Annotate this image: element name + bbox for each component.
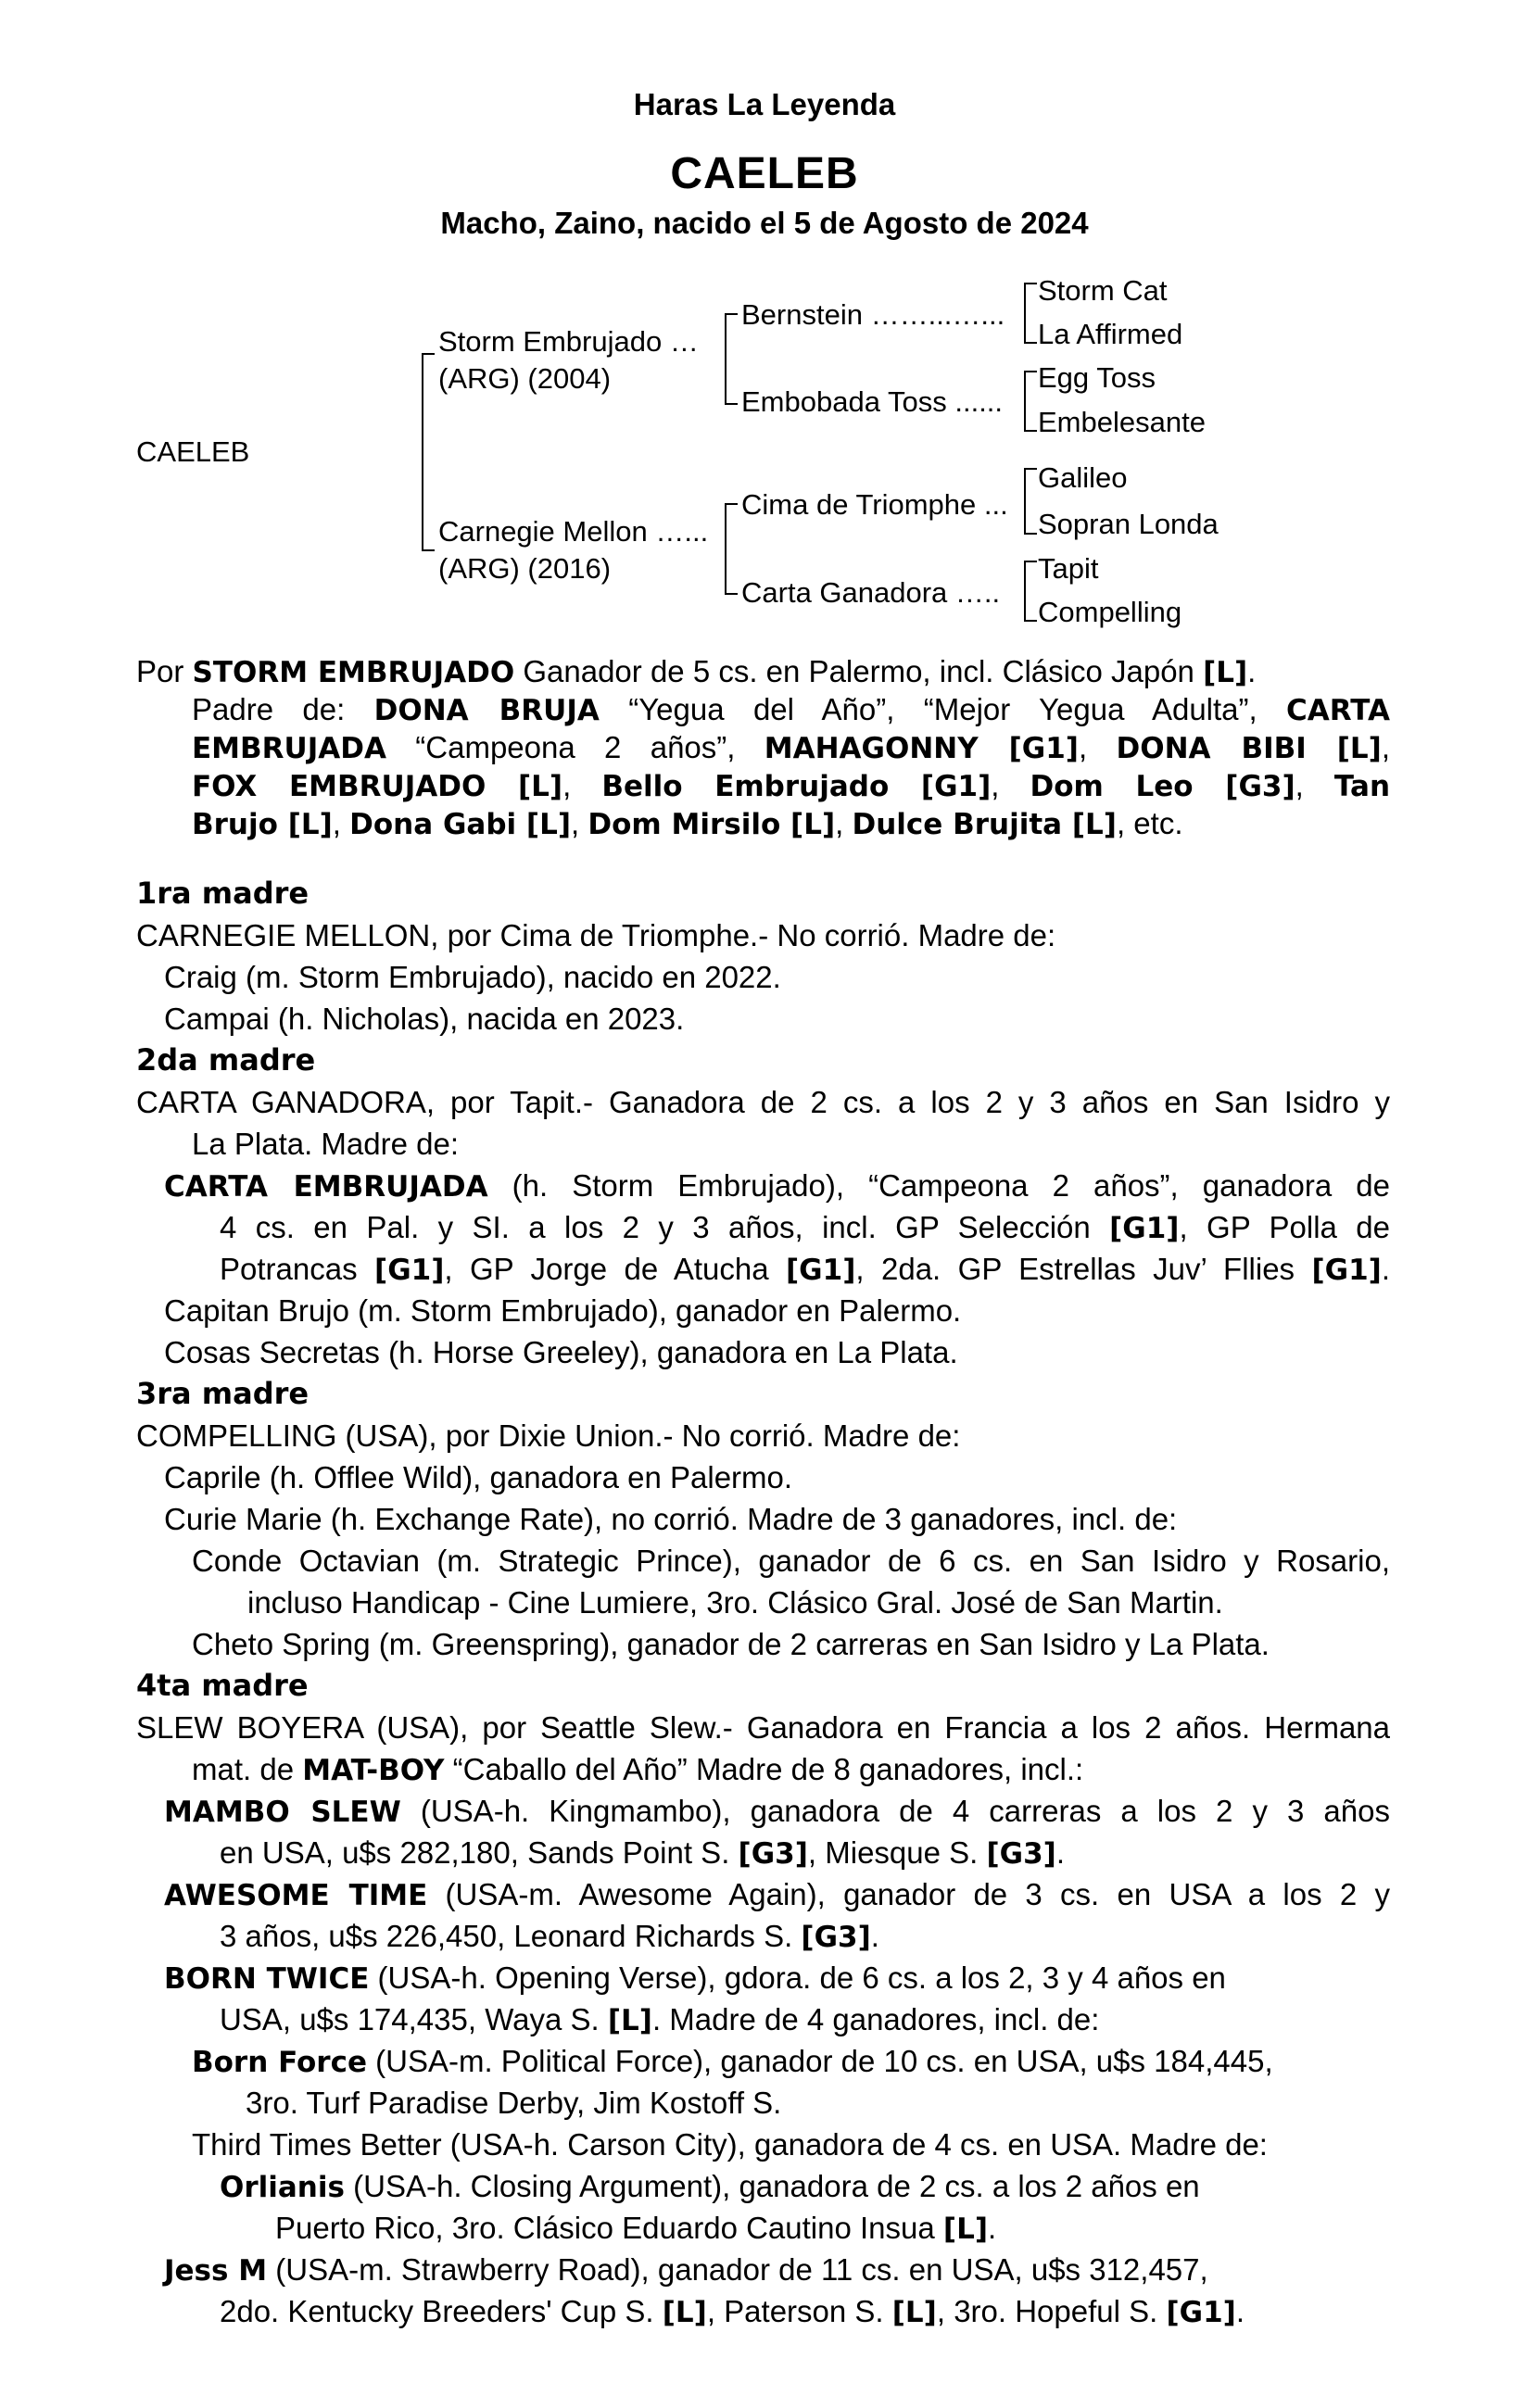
pedigree-gen3-4: Embelesante — [1038, 406, 1206, 438]
produce-line — [247, 1582, 1223, 1623]
text-run: Third Times Better (USA-h. Carson City), ganadora de 4 cs. en USA. Madre de: — [192, 2127, 1268, 2162]
dam-line — [192, 1123, 459, 1165]
text-run: . — [870, 1919, 879, 1953]
pedigree-gen3-2: La Affirmed — [1038, 318, 1183, 350]
produce-line — [192, 2040, 1273, 2084]
text-run: , GP Jorge de Atucha — [444, 1252, 787, 1286]
text-run: SLEW BOYERA (USA), por Seattle Slew.- Ganadora en Francia a los 2 años. Hermana — [136, 1710, 1390, 1745]
sire-line — [192, 802, 1390, 846]
produce-line — [164, 1165, 1390, 1208]
text-run: Por — [136, 654, 193, 688]
text-run: . — [1381, 1252, 1391, 1286]
bold-name: DONA BIBI [L] — [1116, 732, 1382, 765]
text-run: en USA, u$s 282,180, Sands Point S. — [220, 1835, 739, 1870]
text-run: Potrancas — [220, 1252, 375, 1286]
dam-line — [136, 1081, 1390, 1123]
text-run: (USA-m. Political Force), ganador de 10 cs. en USA, u$s 184,445, — [366, 2044, 1273, 2078]
produce-line — [220, 1832, 1065, 1875]
sire-line — [136, 650, 1390, 694]
bracket-dam-parents — [725, 503, 738, 595]
produce-line — [220, 1998, 1099, 2042]
text-run: 4 cs. en Pal. y SI. a los 2 y 3 años, incl. GP Selección — [220, 1210, 1110, 1244]
dam-line — [136, 1415, 960, 1456]
produce-line — [164, 1331, 958, 1373]
text-run: 3ro. Turf Paradise Derby, Jim Kostoff S. — [246, 2086, 782, 2120]
bold-name: [G1] — [1311, 1254, 1382, 1287]
text-run: . — [1055, 1835, 1066, 1870]
pedigree-sire: Storm Embrujado … — [438, 325, 699, 358]
bracket-gen3-2 — [1024, 371, 1037, 432]
text-run: Ganador de 5 cs. en Palermo, incl. Clásico Japón — [514, 654, 1204, 688]
text-run: , — [571, 806, 588, 840]
bracket-sire-parents — [725, 313, 738, 405]
bold-name: Born Force — [192, 2046, 367, 2079]
bold-name: EMBRUJADA — [192, 732, 386, 765]
text-run: “Caballo del Año” Madre de 8 ganadores, incl.: — [444, 1752, 1084, 1786]
produce-line — [164, 1873, 1390, 1917]
produce-line — [192, 2124, 1268, 2165]
text-run: , — [1078, 730, 1117, 764]
text-run: (h. Storm Embrujado), “Campeona 2 años”, ganadora de — [487, 1168, 1390, 1203]
bold-name: Dom Mirsilo [L] — [588, 808, 836, 841]
produce-line — [164, 998, 684, 1040]
section-heading: 2da madre — [136, 1042, 316, 1078]
produce-line — [164, 1498, 1177, 1540]
produce-line — [164, 1957, 1226, 2000]
text-run: , Paterson S. — [706, 2294, 892, 2328]
text-run: Curie Marie (h. Exchange Rate), no corrió. Madre de 3 ganadores, incl. de: — [164, 1502, 1178, 1536]
text-run: “Campeona 2 años”, — [385, 730, 764, 764]
bold-name: Jess M — [164, 2254, 268, 2288]
text-run: Craig (m. Storm Embrujado), nacido en 2022. — [164, 960, 781, 994]
bracket-gen3-4 — [1024, 561, 1037, 622]
bold-name: [G3] — [738, 1837, 808, 1871]
pedigree-gen3-3: Egg Toss — [1038, 361, 1156, 394]
text-run: , — [991, 768, 1030, 802]
pedigree-gen3-5: Galileo — [1038, 461, 1128, 494]
text-run: . — [1247, 654, 1257, 688]
bold-name: CARTA EMBRUJADA — [164, 1170, 488, 1204]
pedigree-sire-sire: Bernstein ……...…... — [741, 298, 1005, 331]
pedigree-gen3-8: Compelling — [1038, 596, 1182, 628]
dam-line — [136, 914, 1055, 956]
produce-line — [164, 1790, 1390, 1834]
bold-name: FOX EMBRUJADO [L] — [192, 770, 563, 803]
bold-name: Dom Leo [G3] — [1030, 770, 1295, 803]
text-run: (USA-h. Opening Verse), gdora. de 6 cs. a los 2, 3 y 4 años en — [369, 1960, 1226, 1995]
text-run: , — [835, 806, 853, 840]
bold-name: [L] — [942, 2213, 988, 2246]
produce-line — [275, 2207, 996, 2250]
bold-name: [G1] — [1166, 2296, 1236, 2329]
text-run: Capitan Brujo (m. Storm Embrujado), ganador en Palermo. — [164, 1293, 962, 1328]
produce-line — [192, 1540, 1390, 1582]
pedigree-dam-sire: Cima de Triomphe ... — [741, 488, 1008, 521]
bold-name: [G3] — [986, 1837, 1056, 1871]
produce-line — [164, 956, 781, 998]
pedigree-dam-dam: Carta Ganadora ….. — [741, 576, 1001, 609]
bold-name: [L] — [607, 2004, 652, 2037]
bold-name: [G1] — [374, 1254, 445, 1287]
text-run: 3 años, u$s 226,450, Leonard Richards S. — [220, 1919, 802, 1953]
bold-name: DONA BRUJA — [373, 694, 600, 727]
dam-line — [136, 1707, 1390, 1748]
bold-name: MAHAGONNY [G1] — [764, 732, 1079, 765]
text-run: CARNEGIE MELLON, por Cima de Triomphe.- No corrió. Madre de: — [136, 918, 1056, 952]
text-run: , GP Polla de — [1179, 1210, 1390, 1244]
text-run: COMPELLING (USA), por Dixie Union.- No corrió. Madre de: — [136, 1418, 961, 1453]
text-run: Puerto Rico, 3ro. Clásico Eduardo Cautino Insua — [275, 2211, 943, 2245]
bold-name: MAMBO SLEW — [164, 1796, 401, 1829]
text-run: , Miesque S. — [807, 1835, 987, 1870]
section-heading: 1ra madre — [136, 876, 310, 911]
bold-name: [G1] — [786, 1254, 856, 1287]
text-run: , 3ro. Hopeful S. — [936, 2294, 1167, 2328]
bold-name: [L] — [891, 2296, 937, 2329]
sire-line — [192, 726, 1390, 770]
section-heading: 4ta madre — [136, 1668, 309, 1703]
text-run: “Yegua del Año”, “Mejor Yegua Adulta”, — [599, 692, 1287, 726]
text-run: . — [1235, 2294, 1245, 2328]
bold-name: [G1] — [1109, 1212, 1180, 1245]
sire-line — [192, 688, 1390, 732]
horse-name-title: CAELEB — [670, 149, 859, 198]
produce-line — [246, 2082, 781, 2124]
text-run: Campai (h. Nicholas), nacida en 2023. — [164, 1002, 685, 1036]
produce-line — [220, 2165, 1200, 2209]
text-run: , — [562, 768, 602, 802]
pedigree-dam-origin: (ARG) (2016) — [438, 552, 612, 585]
bracket-gen3-3 — [1024, 468, 1037, 535]
text-run: incluso Handicap - Cine Lumiere, 3ro. Clásico Gral. José de San Martin. — [247, 1585, 1223, 1620]
section-heading: 3ra madre — [136, 1376, 310, 1411]
text-run: , etc. — [1116, 806, 1183, 840]
text-run: USA, u$s 174,435, Waya S. — [220, 2002, 608, 2036]
produce-line — [164, 2249, 1208, 2292]
bold-name: [L] — [1203, 656, 1248, 689]
bracket-parents — [422, 353, 435, 551]
text-run: Cosas Secretas (h. Horse Greeley), ganadora en La Plata. — [164, 1335, 958, 1369]
text-run: , — [332, 806, 350, 840]
text-run: (USA-m. Awesome Again), ganador de 3 cs. en USA a los 2 y — [427, 1877, 1391, 1911]
text-run: (USA-h. Kingmambo), ganadora de 4 carreras a los 2 y 3 años — [400, 1794, 1390, 1828]
bold-name: STORM EMBRUJADO — [192, 656, 515, 689]
text-run: , — [1295, 768, 1334, 802]
produce-line — [220, 2290, 1245, 2334]
bold-name: [G3] — [801, 1921, 871, 1954]
text-run: , — [1381, 730, 1390, 764]
text-run: CARTA GANADORA, por Tapit.- Ganadora de 2 cs. a los 2 y 3 años en San Isidro y — [136, 1085, 1390, 1119]
bold-name: Orlianis — [220, 2171, 345, 2204]
horse-subtitle: Macho, Zaino, nacido el 5 de Agosto de 2024 — [440, 206, 1089, 240]
pedigree-sire-origin: (ARG) (2004) — [438, 362, 612, 395]
stud-name: Haras La Leyenda — [633, 87, 896, 121]
pedigree-gen3-6: Sopran Londa — [1038, 508, 1219, 540]
text-run: . Madre de 4 ganadores, incl. de: — [651, 2002, 1100, 2036]
pedigree-sire-dam: Embobada Toss ...... — [741, 385, 1004, 418]
bold-name: AWESOME TIME — [164, 1879, 428, 1912]
text-run: 2do. Kentucky Breeders' Cup S. — [220, 2294, 663, 2328]
produce-line — [220, 1248, 1390, 1292]
produce-line — [164, 1290, 961, 1331]
bold-name: BORN TWICE — [164, 1962, 370, 1996]
text-run: (USA-h. Closing Argument), ganadora de 2 cs. a los 2 años en — [344, 2169, 1200, 2203]
bold-name: CARTA — [1286, 694, 1390, 727]
produce-line — [220, 1206, 1390, 1250]
text-run: Caprile (h. Offlee Wild), ganadora en Palermo. — [164, 1460, 793, 1494]
text-run: Cheto Spring (m. Greenspring), ganador de 2 carreras en San Isidro y La Plata. — [192, 1627, 1270, 1661]
produce-line — [220, 1915, 879, 1959]
bold-name: Brujo [L] — [192, 808, 333, 841]
bold-name: [L] — [662, 2296, 707, 2329]
pedigree-gen3-1: Storm Cat — [1038, 274, 1168, 307]
bracket-gen3-1 — [1024, 283, 1037, 344]
produce-line — [164, 1456, 792, 1498]
produce-line — [192, 1623, 1270, 1665]
text-run: (USA-m. Strawberry Road), ganador de 11 cs. en USA, u$s 312,457, — [267, 2252, 1208, 2287]
pedigree-dam: Carnegie Mellon …... — [438, 515, 709, 548]
bold-name: Bello Embrujado [G1] — [601, 770, 992, 803]
text-run: Conde Octavian (m. Strategic Prince), ganador de 6 cs. en San Isidro y Rosario, — [192, 1544, 1390, 1578]
text-run: mat. de — [192, 1752, 303, 1786]
bold-name: Tan — [1333, 770, 1391, 803]
dam-line — [192, 1748, 1083, 1792]
bold-name: Dona Gabi [L] — [349, 808, 572, 841]
text-run: La Plata. Madre de: — [192, 1127, 460, 1161]
sire-line — [192, 764, 1390, 808]
text-run: , 2da. GP Estrellas Juv’ Fllies — [855, 1252, 1312, 1286]
text-run: . — [988, 2211, 997, 2245]
bold-name: Dulce Brujita [L] — [852, 808, 1117, 841]
pedigree-subject: CAELEB — [136, 435, 250, 468]
pedigree-gen3-7: Tapit — [1038, 552, 1099, 585]
text-run: Padre de: — [192, 692, 374, 726]
bold-name: MAT-BOY — [302, 1754, 445, 1787]
